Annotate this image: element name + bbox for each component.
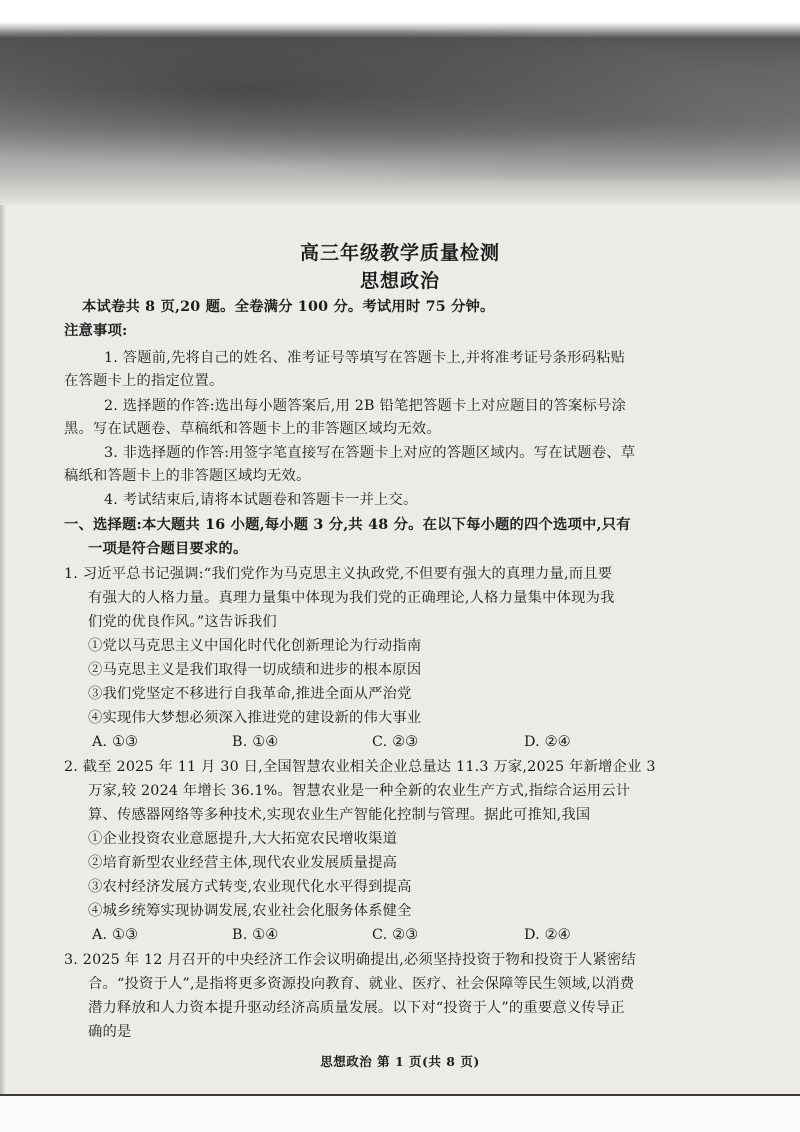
intro-line: 本试卷共 8 页,20 题。全卷满分 100 分。考试用时 75 分钟。 bbox=[82, 299, 495, 315]
exam-subject: 思想政治 bbox=[359, 270, 440, 292]
question-1-option-a: A. ①③ bbox=[92, 734, 139, 750]
question-2-stem: 万家,较 2024 年增长 36.1%。智慧农业是一种全新的农业生产方式,指综合运用云计 bbox=[88, 783, 631, 799]
question-3-stem: 确的是 bbox=[88, 1024, 132, 1040]
notice-line: 在答题卡上的指定位置。 bbox=[64, 373, 224, 389]
question-2-option-c: C. ②③ bbox=[372, 927, 419, 943]
question-1-item: ③我们党坚定不移进行自我革命,推进全面从严治党 bbox=[88, 686, 412, 702]
notice-line: 3. 非选择题的作答:用签字笔直接写在答题卡上对应的答题区域内。写在试题卷、草 bbox=[104, 445, 636, 461]
question-2-option-b: B. ①④ bbox=[232, 927, 279, 943]
question-2-item: ①企业投资农业意愿提升,大大拓宽农民增收渠道 bbox=[88, 831, 398, 847]
section-heading: 一、选择题:本大题共 16 小题,每小题 3 分,共 48 分。在以下每小题的四个选项中,只有 bbox=[64, 517, 631, 533]
question-1-stem: 有强大的人格力量。真理力量集中体现为我们党的正确理论,人格力量集中体现为我 bbox=[88, 590, 615, 606]
question-2-item: ④城乡统筹实现协调发展,农业社会化服务体系健全 bbox=[88, 903, 412, 919]
question-3-stem: 3. 2025 年 12 月召开的中央经济工作会议明确提出,必须坚持投资于物和投资于人紧密结 bbox=[64, 952, 636, 968]
section-heading-cont: 一项是符合题目要求的。 bbox=[88, 541, 248, 557]
notice-heading: 注意事项: bbox=[64, 323, 128, 339]
question-3-stem: 潜力释放和人力资本提升驱动经济高质量发展。以下对“投资于人”的重要意义传导正 bbox=[88, 1000, 625, 1016]
question-1-item: ①党以马克思主义中国化时代化创新理论为行动指南 bbox=[88, 638, 422, 654]
question-1-item: ④实现伟大梦想必须深入推进党的建设新的伟大事业 bbox=[88, 710, 422, 726]
scan-edge-left bbox=[0, 205, 6, 1132]
notice-line: 1. 答题前,先将自己的姓名、准考证号等填写在答题卡上,并将准考证号条形码粘贴 bbox=[104, 350, 626, 366]
page-footer: 思想政治 第 1 页(共 8 页) bbox=[320, 1054, 480, 1069]
question-1-option-b: B. ①④ bbox=[232, 734, 279, 750]
notice-line: 4. 考试结束后,请将本试题卷和答题卡一并上交。 bbox=[104, 492, 418, 508]
question-3-stem: 合。“投资于人”,是指将更多资源投向教育、就业、医疗、社会保障等民生领域,以消费 bbox=[88, 976, 635, 992]
question-2-item: ②培育新型农业经营主体,现代农业发展质量提高 bbox=[88, 855, 398, 871]
question-2-item: ③农村经济发展方式转变,农业现代化水平得到提高 bbox=[88, 879, 412, 895]
question-1-option-c: C. ②③ bbox=[372, 734, 419, 750]
question-2-option-a: A. ①③ bbox=[92, 927, 139, 943]
question-2-option-d: D. ②④ bbox=[524, 927, 571, 943]
question-1-stem: 们党的优良作风。”这告诉我们 bbox=[88, 614, 277, 630]
question-1-item: ②马克思主义是我们取得一切成绩和进步的根本原因 bbox=[88, 662, 422, 678]
notice-line: 黑。写在试题卷、草稿纸和答题卡上的非答题区域均无效。 bbox=[64, 421, 441, 437]
exam-title: 高三年级教学质量检测 bbox=[299, 242, 500, 264]
question-2-stem: 算、传感器网络等多种技术,实现农业生产智能化控制与管理。据此可推知,我国 bbox=[88, 807, 591, 823]
scan-shadow-top bbox=[0, 0, 800, 205]
question-2-stem: 2. 截至 2025 年 11 月 30 日,全国智慧农业相关企业总量达 11.3 万家,2025 年新增企业 3 bbox=[64, 759, 656, 775]
question-1-option-d: D. ②④ bbox=[524, 734, 571, 750]
question-1-stem: 1. 习近平总书记强调:“我们党作为马克思主义执政党,不但要有强大的真理力量,而且要 bbox=[64, 566, 613, 582]
notice-line: 稿纸和答题卡上的非答题区域均无效。 bbox=[64, 468, 311, 484]
notice-line: 2. 选择题的作答:选出每小题答案后,用 2B 铅笔把答题卡上对应题目的答案标号涂 bbox=[104, 398, 626, 414]
scan-margin-bottom bbox=[0, 1096, 800, 1132]
